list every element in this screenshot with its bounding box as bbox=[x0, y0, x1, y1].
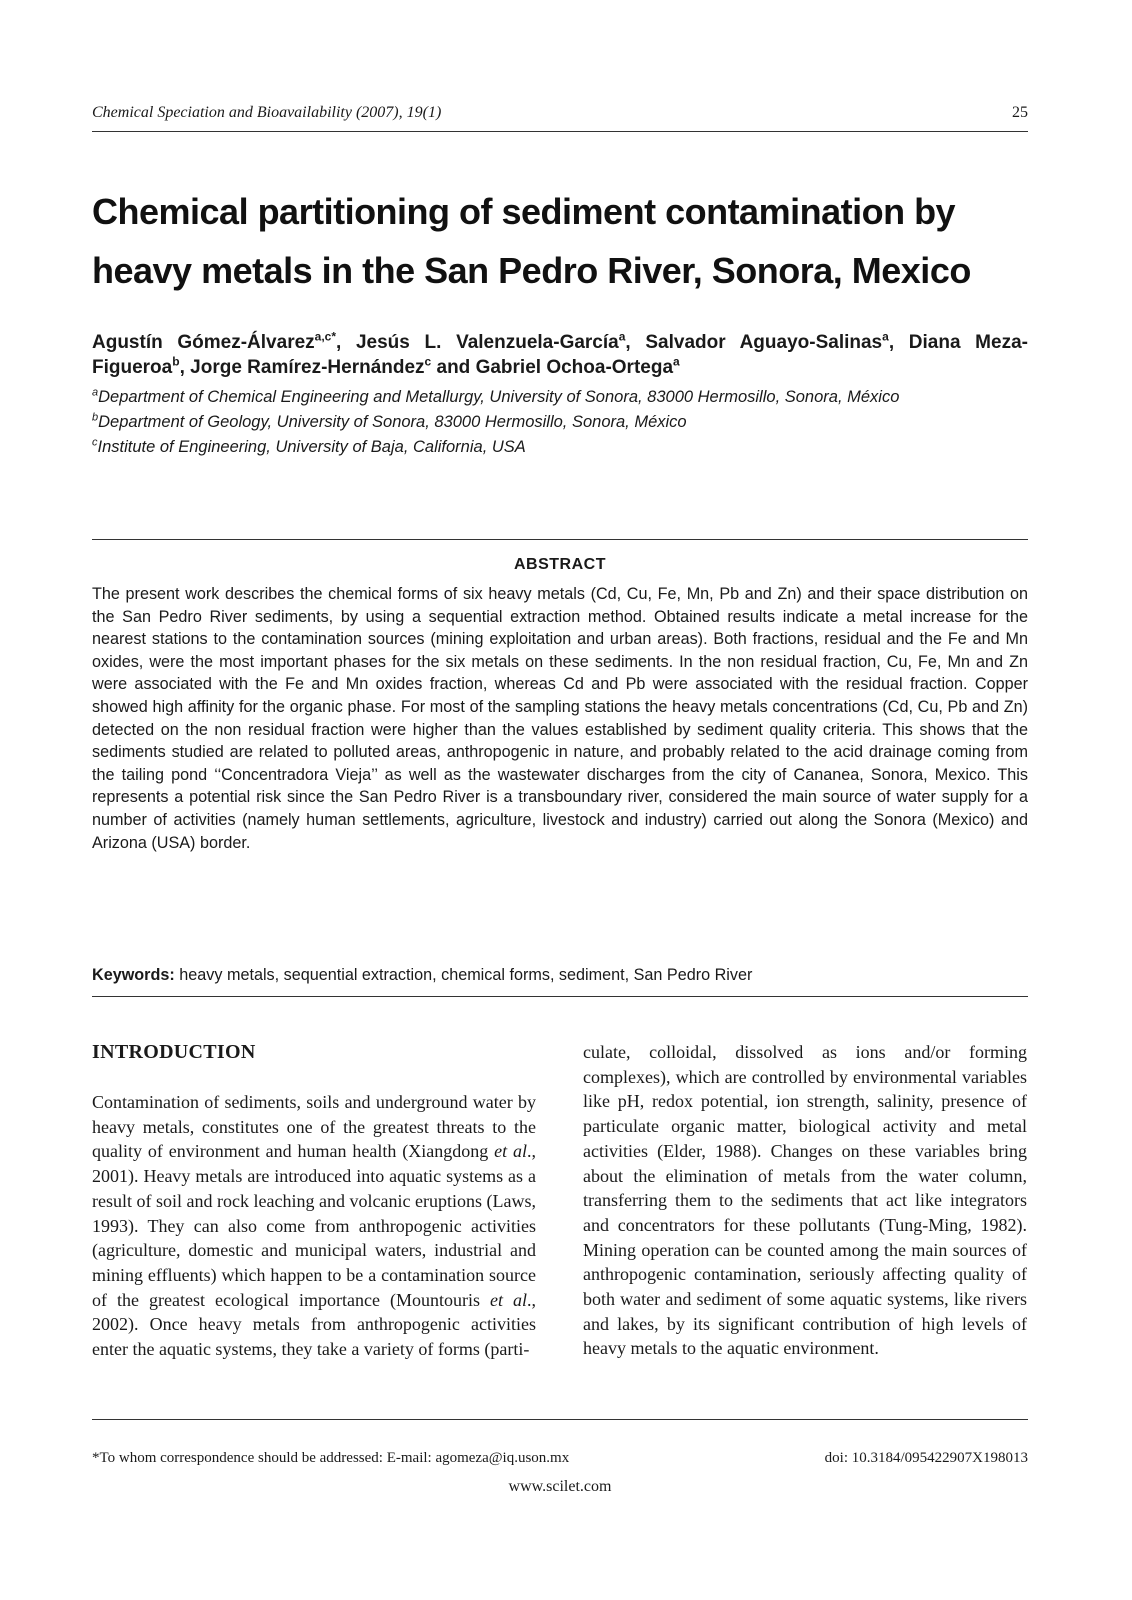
introduction-paragraph-right: culate, colloidal, dissolved as ions and/or forming complexes), which are controlled by environmental variables like pH, redox potential, ion strength, salinity, presence of particulate organic matter, biological activity and metal activities (Elder, 1988). Changes on these variables bring about the elimination of metals from the water column, transferring them to the sediments that act like integrators and concentrators for these pollutants (Tung-Ming, 1982). Mining operation can be counted among the main sources of anthropogenic contamination, seriously affecting quality of both water and sediment of some aquatic systems, like rivers and lakes, by its significant contribution of high levels of heavy metals to the aquatic environment. bbox=[583, 1042, 1027, 1359]
author-separator: , bbox=[625, 332, 646, 353]
text-segment: ., 2002). Once heavy metals from anthropogenic activities enter the aquatic systems, they take a variety of forms (parti- bbox=[92, 1289, 536, 1360]
affiliation bbox=[92, 410, 1028, 435]
abstract-heading: ABSTRACT bbox=[514, 556, 606, 573]
author-name: Diana Meza-Figueroa bbox=[92, 332, 1028, 378]
author-separator: , bbox=[888, 332, 909, 353]
keywords-label: Keywords: bbox=[92, 966, 175, 984]
author-affiliation-mark: a,c* bbox=[314, 329, 337, 344]
citation-et-al: et al bbox=[494, 1141, 528, 1162]
author-separator: and bbox=[431, 357, 476, 378]
affiliation-mark: b bbox=[92, 411, 99, 424]
author-separator: , bbox=[179, 357, 191, 378]
introduction-paragraph-left bbox=[92, 1090, 536, 1362]
running-head bbox=[92, 104, 1028, 132]
affiliation-mark: c bbox=[92, 436, 98, 449]
text-segment: ., 2001). Heavy metals are introduced into aquatic systems as a result of soil and rock leaching and volcanic eruptions (Laws, 1993). They can also come from anthropogenic activities (agriculture, domestic and municipal waters, industrial and mining effluents) which happen to be a contamination source of the greatest ecological importance (Mountouris bbox=[92, 1141, 537, 1310]
affiliation-mark: a bbox=[92, 386, 99, 399]
author-affiliation-mark: a bbox=[882, 329, 889, 344]
affiliation-list bbox=[92, 385, 1028, 460]
keywords bbox=[92, 964, 1028, 986]
author-name: Jesús L. Valenzuela-García bbox=[355, 332, 619, 353]
author-separator: , bbox=[336, 332, 356, 353]
author-affiliation-mark: a bbox=[618, 329, 626, 344]
keywords-text: heavy metals, sequential extraction, chemical forms, sediment, San Pedro River bbox=[179, 966, 753, 984]
author-list bbox=[92, 330, 1028, 380]
affiliation bbox=[92, 435, 1028, 460]
author-name: Salvador Aguayo-Salinas bbox=[645, 332, 883, 353]
abstract-text: The present work describes the chemical forms of six heavy metals (Cd, Cu, Fe, Mn, Pb and Zn) and their space distribution on the San Pedro River sediments, by using a sequential extraction method. Obtained results indicate a metal increase for the nearest stations to the contamination sources (mining exploitation and urban areas). Both fractions, residual and the Fe and Mn oxides, were the most important phases for the six metals on these sediments. In the non residual fraction, Cu, Fe, Mn and Zn were associated with the Fe and Mn oxides fraction, whereas Cd and Pb were associated with the residual fraction. Copper showed high affinity for the organic phase. For most of the sampling stations the heavy metals concentrations (Cd, Cu, Pb and Zn) detected on the non residual fraction were higher than the values established by sediment quality criteria. This shows that the sediments studied are related to polluted areas, anthropogenic in nature, and probably related to the acid drainage coming from the tailing pond ‘‘Concentradora Vieja’’ as well as the wastewater discharges from the city of Cananea, Sonora, Mexico. This represents a potential risk since the San Pedro River is a transboundary river, considered the main source of water supply for a number of activities (namely human settlements, agriculture, livestock and industry) carried out along the Sonora (Mexico) and Arizona (USA) border. bbox=[92, 585, 1028, 852]
publisher-website: www.scilet.com bbox=[508, 1478, 612, 1495]
left-column bbox=[92, 1040, 536, 1362]
abstract-top-rule bbox=[92, 539, 1028, 540]
author-affiliation-mark: b bbox=[172, 354, 180, 369]
correspondence-note: *To whom correspondence should be addressed: E-mail: agomeza@iq.uson.mx bbox=[92, 1450, 570, 1466]
author-name: Jorge Ramírez-Hernández bbox=[190, 357, 425, 378]
affiliation-text: Institute of Engineering, University of Baja, California, USA bbox=[97, 438, 526, 456]
introduction-heading: INTRODUCTION bbox=[92, 1041, 256, 1063]
author-affiliation-mark: a bbox=[673, 354, 680, 369]
right-column bbox=[583, 1040, 1027, 1361]
journal-citation: Chemical Speciation and Bioavailability (2007), 19(1) bbox=[92, 104, 442, 121]
page-number: 25 bbox=[1012, 104, 1028, 121]
author-affiliation-mark: c bbox=[424, 354, 432, 369]
article-title: Chemical partitioning of sediment contamination by heavy metals in the San Pedro River, Sonora, Mexico bbox=[92, 191, 971, 291]
keywords-bottom-rule bbox=[92, 996, 1028, 997]
citation-et-al: et al bbox=[489, 1289, 527, 1310]
doi: doi: 10.3184/095422907X198013 bbox=[824, 1450, 1028, 1466]
author-name: Agustín Gómez-Álvarez bbox=[92, 332, 315, 353]
footnote-rule bbox=[92, 1419, 1028, 1420]
author-name: Gabriel Ochoa-Ortega bbox=[475, 357, 674, 378]
affiliation-text: Department of Chemical Engineering and Metallurgy, University of Sonora, 83000 Hermosillo, Sonora, México bbox=[98, 388, 900, 406]
affiliation bbox=[92, 385, 1028, 410]
text-segment: Contamination of sediments, soils and underground water by heavy metals, constitutes one of the greatest threats to the quality of environment and human health (Xiangdong bbox=[92, 1092, 536, 1162]
affiliation-text: Department of Geology, University of Sonora, 83000 Hermosillo, Sonora, México bbox=[98, 413, 687, 431]
